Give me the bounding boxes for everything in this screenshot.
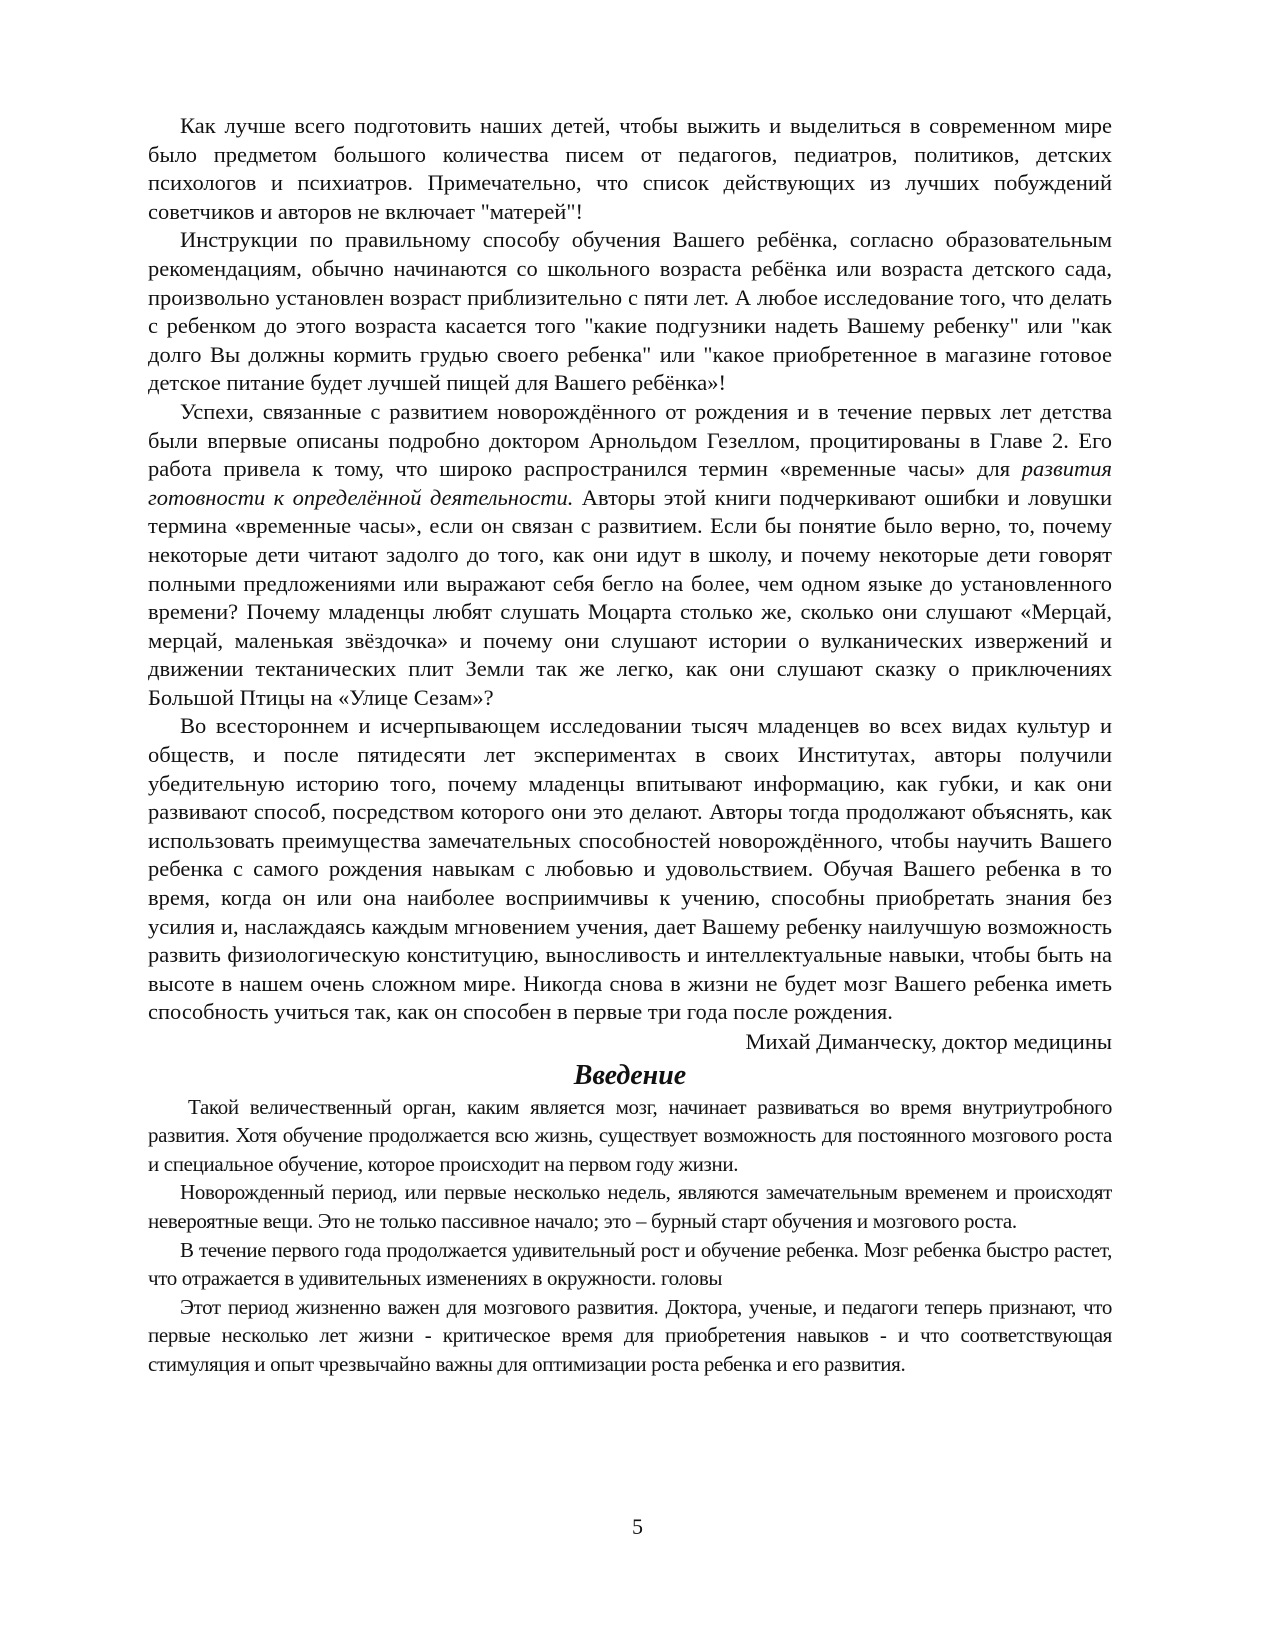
author-signature: Михай Диманческу, доктор медицины xyxy=(745,1029,1112,1054)
foreword-paragraph: Как лучше всего подготовить наших детей, чтобы выжить и выделиться в современном мире было предметом большого количества писем от педагогов, педиатров, политиков, детских психологов и психиатров. Примечательно, что список действующих из лучших побуждений советчиков и авторов не включает "матерей"! xyxy=(148,113,1112,224)
page-number: 5 xyxy=(632,1514,643,1539)
section-heading: Введение xyxy=(573,1059,687,1091)
introduction-paragraph: Этот период жизненно важен для мозгового развития. Доктора, ученые, и педагоги теперь признают, что первые несколько лет жизни - критическое время для приобретения навыков - и что соответствующая стимуляция и опыт чрезвычайно важны для оптимизации роста ребенка и его развития. xyxy=(148,1294,1112,1376)
introduction-paragraph: В течение первого года продолжается удивительный рост и обучение ребенка. Мозг ребенка быстро растет, что отражается в удивительных изменениях в окружности. головы xyxy=(148,1237,1112,1291)
foreword-paragraph: Во всестороннем и исчерпывающем исследовании тысяч младенцев во всех видах культур и обществ, и после пятидесяти лет экспериментах в своих Институтах, авторы получили убедительную историю того, почему младенцы впитывают информацию, как губки, и как они развивают способ, посредством которого они это делают. Авторы тогда продолжают объяснять, как использовать преимущества замечательных способностей новорождённого, чтобы научить Вашего ребенка с самого рождения навыкам с любовью и удовольствием. Обучая Вашего ребенка в то время, когда он или она наиболее восприимчивы к учению, способны приобретать знания без усилия и, наслаждаясь каждым мгновением учения, дает Вашему ребенку наилучшую возможность развить физиологическую конституцию, выносливость и интеллектуальные навыки, чтобы быть на высоте в нашем очень сложном мире. Никогда снова в жизни не будет мозг Вашего ребенка иметь способность учиться так, как он способен в первые три года после рождения. xyxy=(148,713,1112,1025)
foreword-paragraph xyxy=(148,398,1112,713)
foreword-section xyxy=(148,112,1112,1057)
document-page xyxy=(148,112,1112,1379)
paragraph-text: Авторы этой книги подчеркивают ошибки и ловушки термина «временные часы», если он связан с развитием. Если бы понятие было верно, то, почему некоторые дети читают задолго до того, как они идут в школу, и почему некоторые дети говорят полными предложениями или выражают себя бегло на более, чем одном языке до установленного времени? Почему младенцы любят слушать Моцарта столько же, сколько они слушают «Мерцай, мерцай, маленькая звёздочка» и почему они слушают истории о вулканических извержений и движении тектанических плит Земли так же легко, как они слушают сказку о приключениях Большой Птицы на «Улице Сезам»? xyxy=(148,484,1112,710)
introduction-section xyxy=(148,1093,1112,1379)
introduction-paragraph: Такой величественный орган, каким является мозг, начинает развиваться во время внутриутробного развития. Хотя обучение продолжается всю жизнь, существует возможность для постоянного мозгового роста и специальное обучение, которое происходит на первом году жизни. xyxy=(148,1094,1112,1176)
italic-emphasis: развития готовности к определённой деятельности. xyxy=(148,456,1112,510)
introduction-paragraph: Новорожденный период, или первые несколько недель, являются замечательным временем и происходят невероятные вещи. Это не только пассивное начало; это – бурный старт обучения и мозгового роста. xyxy=(148,1180,1112,1233)
paragraph-text: Успехи, связанные с развитием новорождённого от рождения и в течение первых лет детства были впервые описаны подробно доктором Арнольдом Гезеллом, процитированы в Главе 2. Его работа привела к тому, что широко распространился термин «временные часы» для xyxy=(148,398,1112,482)
foreword-paragraph: Инструкции по правильному способу обучения Вашего ребёнка, согласно образовательным рекомендациям, обычно начинаются со школьного возраста ребёнка или возраста детского сада, произвольно установлен возраст приблизительно с пяти лет. А любое исследование того, что делать с ребенком до этого возраста касается того "какие подгузники надеть Вашему ребенку" или "как долго Вы должны кормить грудью своего ребенка" или "какое приобретенное в магазине готовое детское питание будет лучшей пищей для Вашего ребёнка»! xyxy=(148,227,1112,396)
